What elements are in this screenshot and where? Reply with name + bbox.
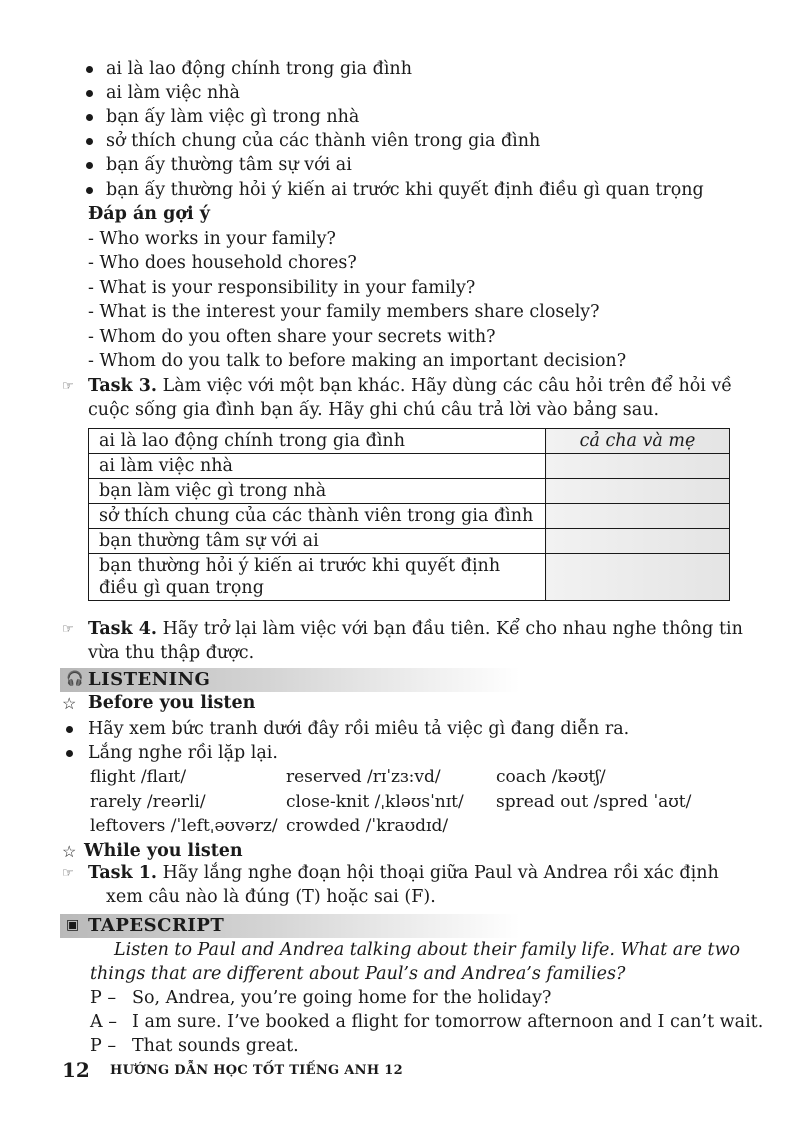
table-cell-question: bạn làm việc gì trong nhà (89, 479, 546, 504)
before-listen-heading: Before you listen (88, 693, 256, 713)
dialogue-line: P – So, Andrea, you’re going home for the holiday? (90, 988, 552, 1008)
bullet-icon (66, 750, 73, 757)
list-item: - Who does household chores? (88, 253, 357, 273)
headphones-icon: 🎧 (66, 671, 84, 687)
list-item: - Whom do you often share your secrets with? (88, 327, 496, 347)
table-cell-question: ai là lao động chính trong gia đình (89, 429, 546, 454)
vocab-item: coach /kəʊtʃ/ (496, 767, 606, 787)
table-cell-question: bạn thường tâm sự với ai (89, 529, 546, 554)
list-item: bạn ấy thường tâm sự với ai (86, 154, 352, 176)
list-item: - Whom do you talk to before making an important decision? (88, 351, 627, 371)
vocab-item: close-knit /ˌkləʊsˈnɪt/ (286, 792, 464, 812)
table-cell-question: bạn thường hỏi ý kiến ai trước khi quyết định điều gì quan trọng (89, 554, 546, 601)
vocab-item: crowded /ˈkraʊdɪd/ (286, 816, 449, 836)
cassette-icon: ▣ (66, 917, 80, 933)
table-cell-answer: cả cha và mẹ (546, 429, 730, 454)
section-header-listening: 🎧 LISTENING (60, 668, 520, 692)
while-listen-heading: While you listen (84, 841, 243, 861)
table-cell-answer (546, 479, 730, 504)
pointing-hand-icon: ☞ (62, 622, 74, 637)
list-item: sở thích chung của các thành viên trong gia đình (86, 130, 540, 152)
table-cell-answer (546, 529, 730, 554)
tapescript-intro-line: Listen to Paul and Andrea talking about their family life. What are two (114, 940, 741, 960)
star-icon: ☆ (62, 694, 77, 713)
star-icon: ☆ (62, 842, 77, 861)
vocab-item: leftovers /ˈleftˌəʊvərz/ (90, 816, 278, 836)
answer-heading: Đáp án gợi ý (88, 204, 210, 224)
table-row (89, 554, 730, 601)
task3-line1: Task 3. Làm việc với một bạn khác. Hãy dùng các câu hỏi trên để hỏi về (88, 376, 733, 396)
vocab-item: flight /flaɪt/ (90, 767, 187, 787)
bullet-icon (86, 90, 93, 97)
table-cell-answer (546, 454, 730, 479)
list-item: bạn ấy làm việc gì trong nhà (86, 106, 359, 128)
table-row (89, 479, 730, 504)
dialogue-line: P – That sounds great. (90, 1036, 299, 1056)
pointing-hand-icon: ☞ (62, 866, 74, 881)
section-header-tapescript: ▣ TAPESCRIPT (60, 914, 520, 938)
table-row (89, 454, 730, 479)
table-cell-answer (546, 554, 730, 601)
bullet-icon (86, 138, 93, 145)
vocab-item: rarely /reərli/ (90, 792, 206, 812)
list-item: - Who works in your family? (88, 229, 336, 249)
vocab-item: reserved /rɪˈzɜ:vd/ (286, 767, 441, 787)
tapescript-intro-line: things that are different about Paul’s and Andrea’s families? (90, 964, 626, 984)
pointing-hand-icon: ☞ (62, 379, 74, 394)
task4-line1: Task 4. Hãy trở lại làm việc với bạn đầu tiên. Kể cho nhau nghe thông tin (88, 619, 743, 639)
bullet-icon (86, 66, 93, 73)
table-row (89, 529, 730, 554)
table-row (89, 429, 730, 454)
list-item: ai là lao động chính trong gia đình (86, 58, 412, 80)
table-row (89, 504, 730, 529)
list-item: - What is your responsibility in your family? (88, 278, 476, 298)
answer-table (88, 428, 730, 601)
list-item: ai làm việc nhà (86, 82, 240, 104)
task1-line2: xem câu nào là đúng (T) hoặc sai (F). (106, 887, 436, 907)
table-cell-question: ai làm việc nhà (89, 454, 546, 479)
task4-line2: vừa thu thập được. (88, 643, 255, 663)
bullet-icon (86, 187, 93, 194)
table-cell-question: sở thích chung của các thành viên trong gia đình (89, 504, 546, 529)
book-title-footer: HƯỚNG DẪN HỌC TỐT TIẾNG ANH 12 (110, 1063, 403, 1078)
dialogue-line: A – I am sure. I’ve booked a flight for tomorrow afternoon and I can’t wait. (90, 1012, 764, 1032)
task1-line1: Task 1. Hãy lắng nghe đoạn hội thoại giữa Paul và Andrea rồi xác định (88, 863, 719, 883)
list-item: Hãy xem bức tranh dưới đây rồi miêu tả việc gì đang diễn ra. (66, 718, 629, 740)
vocab-item: spread out /spred ˈaʊt/ (496, 792, 692, 812)
bullet-icon (66, 726, 73, 733)
list-item: Lắng nghe rồi lặp lại. (66, 742, 278, 764)
list-item: bạn ấy thường hỏi ý kiến ai trước khi quyết định điều gì quan trọng (86, 179, 704, 201)
page-number: 12 (62, 1058, 90, 1082)
table-cell-answer (546, 504, 730, 529)
list-item: - What is the interest your family members share closely? (88, 302, 600, 322)
bullet-icon (86, 162, 93, 169)
task3-line2: cuộc sống gia đình bạn ấy. Hãy ghi chú câu trả lời vào bảng sau. (88, 400, 660, 420)
bullet-icon (86, 114, 93, 121)
